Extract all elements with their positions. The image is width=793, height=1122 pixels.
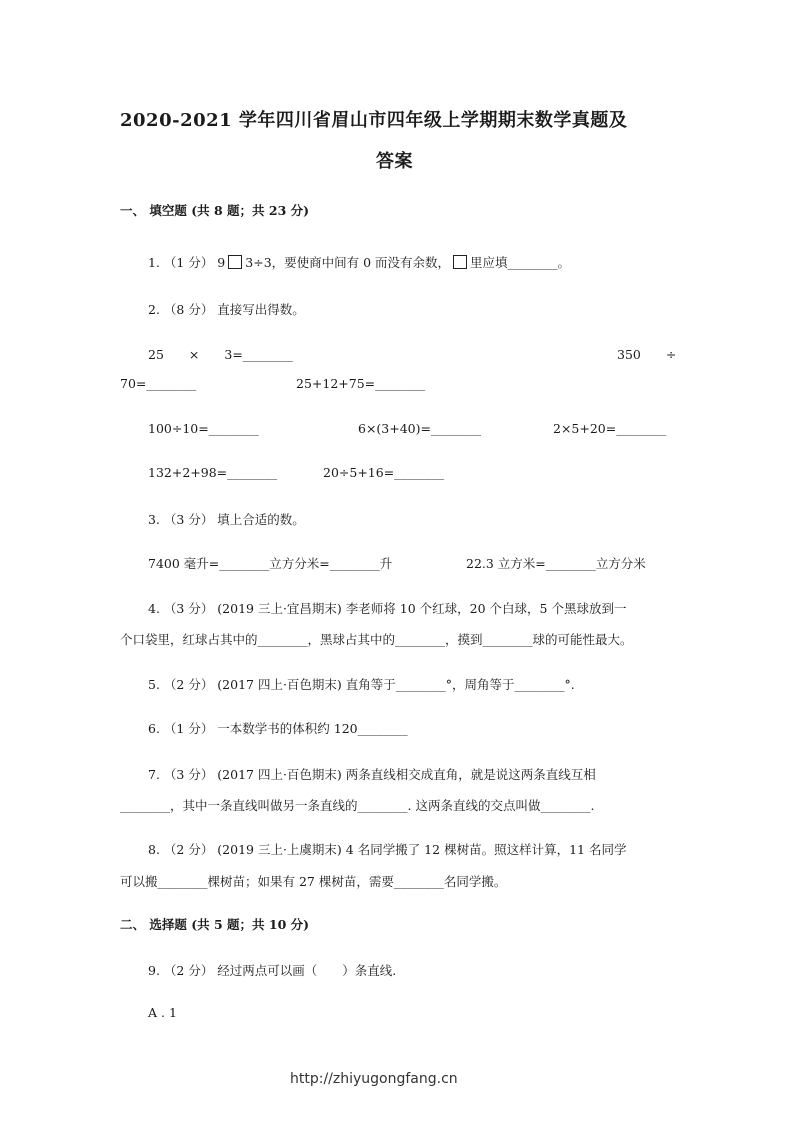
- q2-item-132plus2plus98: 132+2+98=________: [148, 465, 278, 480]
- question-6: 6. （1 分） 一本数学书的体积约 120________: [148, 721, 408, 736]
- q2-item-100div10: 100÷10=________: [148, 421, 259, 436]
- answer-box-icon: [228, 255, 242, 269]
- q2-item-20div5plus16: 20÷5+16=________: [323, 465, 445, 480]
- question-7-line1: 7. （3 分） (2017 四上·百色期末) 两条直线相交成直角，就是说这两条直线互相: [148, 767, 596, 782]
- answer-box-icon: [453, 255, 467, 269]
- question-8-line1: 8. （2 分） (2019 三上·上虞期末) 4 名同学搬了 12 棵树苗。照这样计算，11 名同学: [148, 842, 627, 857]
- question-8-line2: 可以搬________棵树苗；如果有 27 棵树苗，需要________名同学搬。: [120, 874, 507, 889]
- question-1-part-a: 1. （1 分） 9: [148, 255, 226, 270]
- q2-item-350div-end: 70=________: [120, 376, 197, 391]
- question-3-part-a: 7400 毫升=________立方分米=________升: [148, 556, 393, 571]
- question-4-line2: 个口袋里，红球占其中的________，黑球占其中的________，摸到________球的可能性最大。: [120, 632, 633, 647]
- section-heading-fill-in: 一、 填空题 (共 8 题；共 23 分): [120, 203, 310, 218]
- question-4-line1: 4. （3 分） (2019 三上·宜昌期末) 李老师将 10 个红球，20 个白球，5 个黑球放到一: [148, 601, 627, 616]
- question-5: 5. （2 分） (2017 四上·百色期末) 直角等于________°，周角等于________°.: [148, 677, 575, 692]
- footer-url: http://zhiyugongfang.cn: [290, 1071, 458, 1087]
- page-title-line2: 答案: [376, 151, 413, 172]
- question-1-part-c: 里应填________。: [470, 255, 571, 270]
- question-1-part-b: 3÷3，要使商中间有 0 而没有余数，: [245, 255, 451, 270]
- question-3-part-b: 22.3 立方米=________立方分米: [466, 556, 646, 571]
- question-9: 9. （2 分） 经过两点可以画（ ）条直线.: [148, 963, 397, 978]
- question-3-header: 3. （3 分） 填上合适的数。: [148, 512, 305, 527]
- section-heading-multiple-choice: 二、 选择题 (共 5 题；共 10 分): [120, 917, 310, 932]
- q2-item-2x5plus20: 2×5+20=________: [553, 421, 667, 436]
- q2-item-6x3plus40: 6×(3+40)=________: [358, 421, 481, 436]
- question-2-header: 2. （8 分） 直接写出得数。: [148, 302, 305, 317]
- q2-item-25plus12plus75: 25+12+75=________: [296, 376, 426, 391]
- page-title-line1: 2020-2021 学年四川省眉山市四年级上学期期末数学真题及: [120, 110, 628, 131]
- q2-item-25x3: 25 × 3=________: [148, 347, 293, 362]
- question-7-line2: ________，其中一条直线叫做另一条直线的________. 这两条直线的交点叫做________.: [120, 798, 595, 813]
- q2-item-350div-start: 350 ÷: [617, 347, 677, 362]
- question-1: [148, 253, 570, 271]
- question-9-option-a: A . 1: [148, 1005, 177, 1020]
